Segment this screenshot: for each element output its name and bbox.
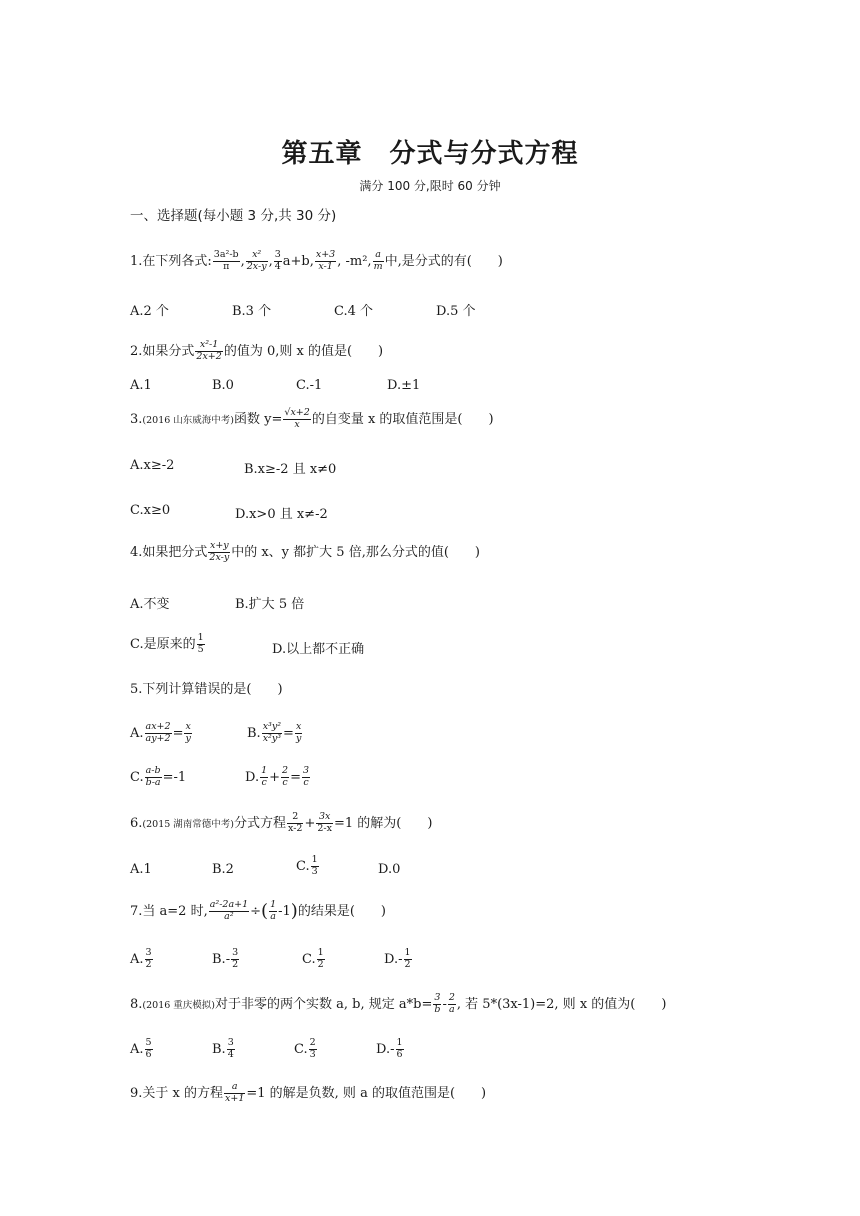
fraction: $\frac{\text{x²}}{2x-y}$	[246, 249, 267, 272]
fraction: $\frac{1}{a}$	[270, 899, 277, 922]
question-9: 9.关于 x 的方程 $\frac{a}{x+1}$ =1 的解是负数, 则 a 的取值范围是( )	[130, 1081, 487, 1104]
option-c: C. $\frac{1}{2}$	[302, 947, 324, 970]
fraction: $\frac{1}{2}$	[317, 947, 324, 970]
fraction: $\frac{3}{b}$	[434, 992, 441, 1015]
section-heading: 一、选择题(每小题 3 分,共 30 分)	[130, 208, 337, 224]
fraction: $\frac{1}{2}$	[404, 947, 411, 970]
option-d: D.±1	[387, 378, 421, 393]
score-time-note: 满分 100 分,限时 60 分钟	[359, 179, 501, 193]
option-c: C.x≥0	[130, 503, 171, 518]
fraction: $\frac{3}{4}$	[227, 1037, 234, 1060]
source-note: (2016 重庆模拟)	[142, 999, 216, 1011]
question-2: 2.如果分式 $\frac{\text{x²-1}}{2x+2}$ 的值为 0,则 x 的值是( )	[130, 339, 384, 362]
option-c: C.是原来的 $\frac{1}{5}$	[130, 632, 204, 655]
question-5: 5.下列计算错误的是( )	[130, 682, 283, 697]
option-d: D.x>0 且 x≠-2	[235, 507, 328, 522]
fraction: $\frac{1}{5}$	[197, 632, 204, 655]
fraction: $\frac{a}{m}$	[373, 249, 383, 272]
option-c: C. $\frac{a-b}{b-a}$ =-1	[130, 765, 187, 788]
option-c: C.4 个	[334, 304, 374, 319]
option-a: A. $\frac{5}{6}$	[130, 1037, 152, 1060]
option-d: D.0	[378, 862, 401, 877]
option-d: D.- $\frac{1}{6}$	[376, 1037, 403, 1060]
option-b: B. $\frac{\text{x³y²}}{\text{x²y³}}$ = $\frac{x}{y}$	[247, 721, 302, 744]
option-a: A.x≥-2	[130, 458, 175, 473]
option-a: A.1	[130, 862, 152, 877]
fraction: $\frac{2}{a}$	[448, 992, 455, 1015]
fraction: $\frac{3}{4}$	[274, 249, 281, 272]
fraction: $\frac{2}{x-2}$	[288, 811, 303, 834]
fraction: $\frac{a}{x+1}$	[225, 1081, 245, 1104]
source-note: (2016 山东威海中考)	[142, 414, 235, 426]
fraction: $\frac{\text{x³y²}}{\text{x²y³}}$	[262, 721, 282, 744]
option-b: B. $\frac{3}{4}$	[212, 1037, 234, 1060]
fraction: $\frac{x+y}{2x-y}$	[209, 540, 230, 563]
option-d: D. $\frac{1}{c}$ + $\frac{2}{c}$ = $\frac{3}{c}$	[245, 765, 310, 788]
option-b: B.2	[212, 862, 234, 877]
question-8: 8.(2016 重庆模拟)对于非零的两个实数 a, b, 规定 a*b= $\frac{3}{b}$ - $\frac{2}{a}$ , 若 5*(3x-1)=2, 则 x 的值为( )	[130, 992, 667, 1015]
option-d: D.- $\frac{1}{2}$	[384, 947, 411, 970]
fraction: $\frac{a-b}{b-a}$	[145, 765, 161, 788]
fraction: $\frac{ax+2}{ay+2}$	[145, 721, 171, 744]
option-a: A.2 个	[130, 304, 169, 319]
fraction: $\frac{3x}{2-x}$	[317, 811, 333, 834]
option-c: C. $\frac{2}{3}$	[294, 1037, 316, 1060]
fraction: $\frac{3}{2}$	[145, 947, 152, 970]
option-d: D.5 个	[436, 304, 476, 319]
question-7: 7.当 a=2 时, $\frac{\text{a²-2a+1}}{\text{a²}}$ ÷( $\frac{1}{a}$ -1)的结果是( )	[130, 899, 386, 922]
fraction: $\frac{1}{6}$	[396, 1037, 403, 1060]
fraction: $\frac{x}{y}$	[295, 721, 302, 744]
fraction: $\frac{\text{3a²-b}}{\pi}$	[213, 249, 239, 272]
fraction: $\frac{\text{x²-1}}{2x+2}$	[196, 339, 222, 362]
option-a: A.1	[130, 378, 152, 393]
option-b: B.0	[212, 378, 234, 393]
question-3: 3.(2016 山东威海中考)函数 y= $\frac{√x+2}{x}$ 的自变量 x 的取值范围是( )	[130, 407, 494, 430]
fraction: $\frac{x+3}{x-1}$	[315, 249, 336, 272]
fraction: $\frac{5}{6}$	[145, 1037, 152, 1060]
option-b: B.- $\frac{3}{2}$	[212, 947, 239, 970]
fraction: $\frac{x}{y}$	[185, 721, 191, 744]
option-c: C. $\frac{1}{3}$	[296, 854, 318, 877]
question-1: 1.在下列各式: $\frac{\text{3a²-b}}{\pi}$ , $\frac{\text{x²}}{2x-y}$ , $\frac{3}{4}$ a+b, $\frac{x+3}{x-1}$ , -m², $\frac{a}{m}$ 中,是分式的有( )	[130, 249, 503, 272]
question-1-stem: 1.在下列各式:	[130, 253, 212, 269]
fraction: $\frac{2}{3}$	[309, 1037, 316, 1060]
option-b: B.x≥-2 且 x≠0	[244, 462, 337, 477]
option-a: A.不变	[130, 597, 170, 612]
fraction: $\frac{3}{2}$	[232, 947, 239, 970]
option-b: B.3 个	[232, 304, 272, 319]
question-4: 4.如果把分式 $\frac{x+y}{2x-y}$ 中的 x、y 都扩大 5 倍,那么分式的值( )	[130, 540, 480, 563]
question-6: 6.(2015 湖南常德中考)分式方程 $\frac{2}{x-2}$ + $\frac{3x}{2-x}$ =1 的解为( )	[130, 811, 433, 834]
fraction: $\frac{1}{3}$	[311, 854, 318, 877]
source-note: (2015 湖南常德中考)	[142, 818, 235, 830]
option-c: C.-1	[296, 378, 323, 393]
fraction: $\frac{\text{a²-2a+1}}{\text{a²}}$	[209, 899, 249, 922]
fraction: $\frac{√x+2}{x}$	[284, 407, 310, 430]
option-a: A. $\frac{ax+2}{ay+2}$ = $\frac{x}{y}$	[130, 721, 191, 744]
option-b: B.扩大 5 倍	[235, 597, 305, 612]
fraction: $\frac{2}{c}$	[282, 765, 289, 788]
fraction: $\frac{3}{c}$	[303, 765, 310, 788]
option-a: A. $\frac{3}{2}$	[130, 947, 152, 970]
fraction: $\frac{1}{c}$	[261, 765, 268, 788]
option-d: D.以上都不正确	[272, 642, 365, 657]
chapter-title: 第五章 分式与分式方程	[281, 139, 579, 169]
